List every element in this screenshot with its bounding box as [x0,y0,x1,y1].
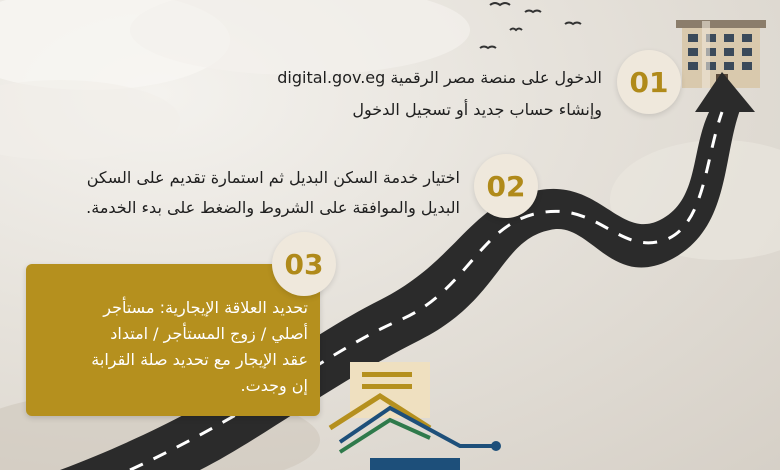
step-1-text-line-1: الدخول على منصة مصر الرقمية digital.gov.eg [277,68,602,87]
step-3-text-line-3: عقد الإيجار مع تحديد صلة القرابة [91,350,308,369]
step-1-badge [617,50,681,114]
step-3-text-line-1: تحديد العلاقة الإيجارية: مستأجر [103,298,308,317]
step-2-badge [474,154,538,218]
step-1-text-line-2: وإنشاء حساب جديد أو تسجيل الدخول [352,100,602,119]
step-3-number: 03 [284,247,324,281]
document-logo-icon [320,358,510,470]
step-2-number: 02 [486,169,526,203]
step-3-text-line-4: إن وجدت. [240,376,308,395]
step-3-text-line-2: أصلي / زوج المستأجر / امتداد [110,324,308,343]
step-3-badge [272,232,336,296]
step-1-number: 01 [629,65,669,99]
step-2-text-line-2: البديل والموافقة على الشروط والضغط على بدء الخدمة. [86,198,460,217]
step-2-text-line-1: اختيار خدمة السكن البديل ثم استمارة تقديم على السكن [86,168,460,187]
